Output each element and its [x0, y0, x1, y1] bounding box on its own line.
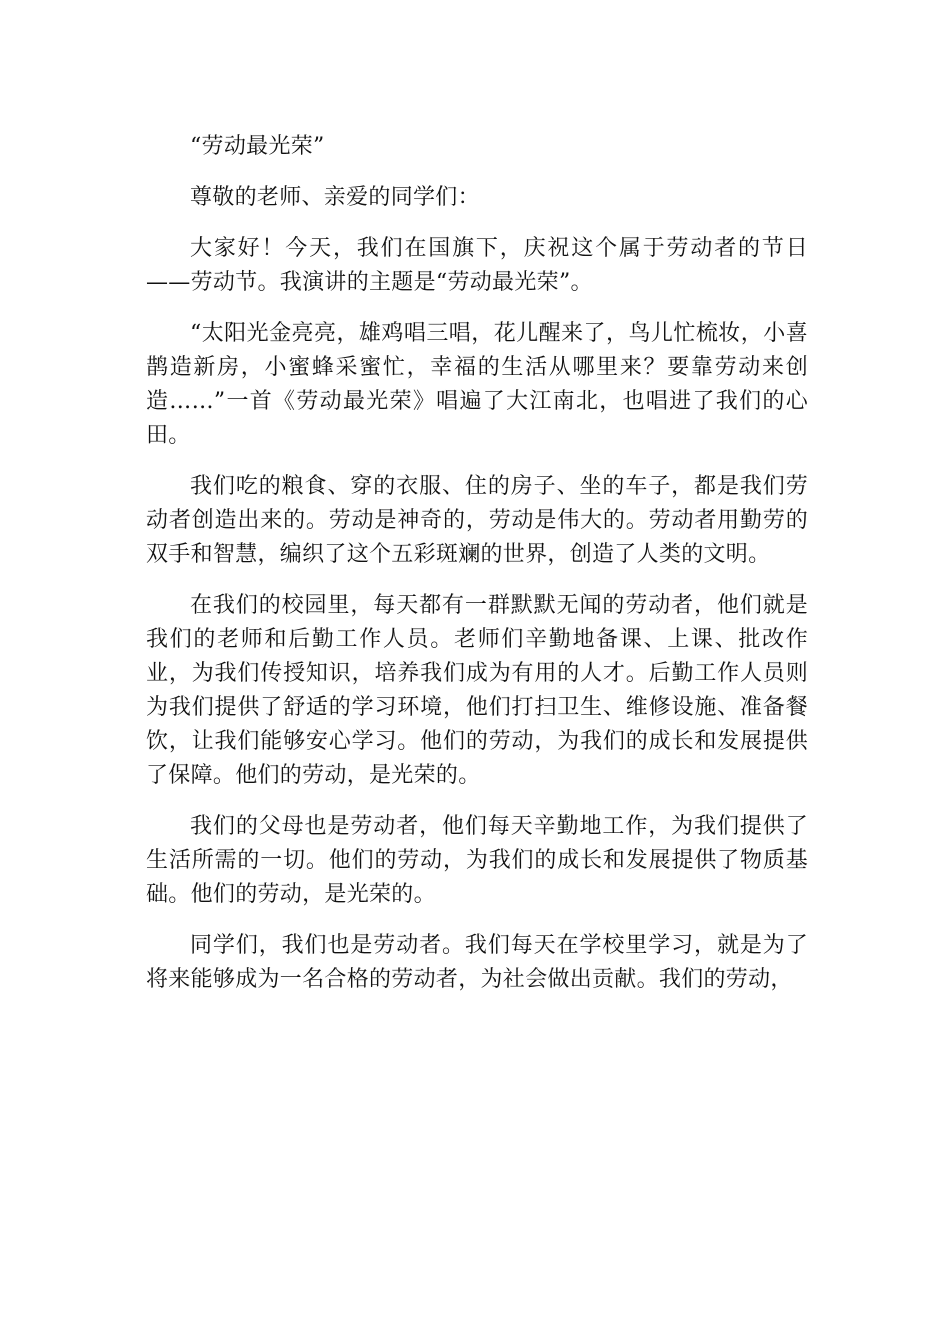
paragraph-greeting: 大家好！今天，我们在国旗下，庆祝这个属于劳动者的节日——劳动节。我演讲的主题是“劳动最光荣”。 [146, 236, 808, 295]
document-body [146, 130, 808, 1014]
paragraph-salutation: 尊敬的老师、亲爱的同学们： [190, 185, 480, 210]
paragraph-students: 同学们，我们也是劳动者。我们每天在学校里学习，就是为了将来能够成为一名合格的劳动者，为社会做出贡献。我们的劳动， [146, 933, 808, 992]
paragraph-parents: 我们的父母也是劳动者，他们每天辛勤地工作，为我们提供了生活所需的一切。他们的劳动，为我们的成长和发展提供了物质基础。他们的劳动，是光荣的。 [146, 814, 808, 907]
document-title: “劳动最光荣” [190, 134, 325, 159]
paragraph-school-workers: 在我们的校园里，每天都有一群默默无闻的劳动者，他们就是我们的老师和后勤工作人员。老师们辛勤地备课、上课、批改作业，为我们传授知识，培养我们成为有用的人才。后勤工作人员则为我们提供了舒适的学习环境，他们打扫卫生、维修设施、准备餐饮，让我们能够安心学习。他们的劳动，为我们的成长和发展提供了保障。他们的劳动，是光荣的。 [146, 593, 808, 788]
paragraph-labor-creates: 我们吃的粮食、穿的衣服、住的房子、坐的车子，都是我们劳动者创造出来的。劳动是神奇的，劳动是伟大的。劳动者用勤劳的双手和智慧，编织了这个五彩斑斓的世界，创造了人类的文明。 [146, 474, 808, 567]
paragraph-song-quote: “太阳光金亮亮，雄鸡唱三唱，花儿醒来了，鸟儿忙梳妆，小喜鹊造新房，小蜜蜂采蜜忙，幸福的生活从哪里来？要靠劳动来创造……”一首《劳动最光荣》唱遍了大江南北，也唱进了我们的心田。 [146, 321, 808, 448]
